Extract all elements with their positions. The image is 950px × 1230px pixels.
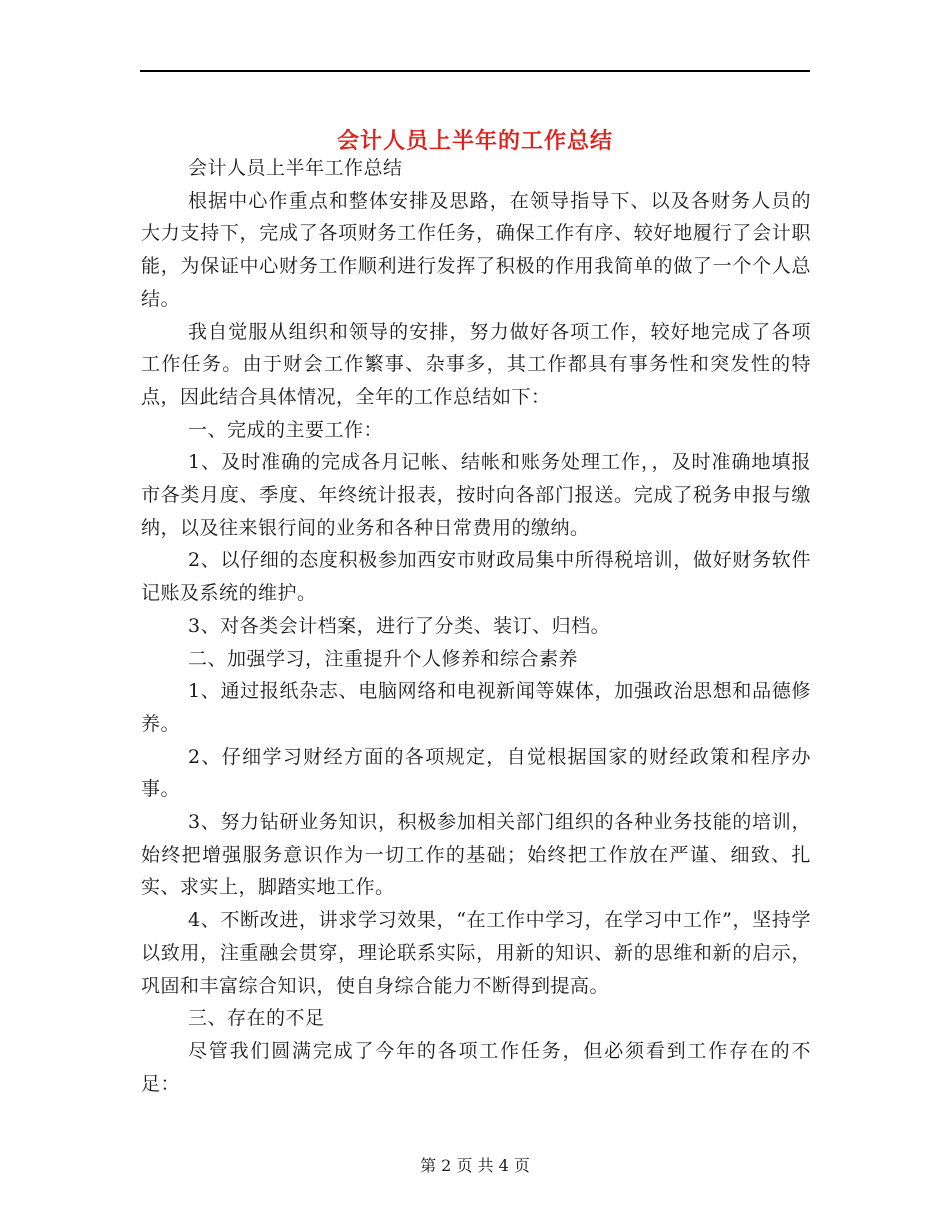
paragraph-subtitle: 会计人员上半年工作总结 [188, 157, 403, 179]
header-rule [140, 70, 810, 72]
paragraph-item: 4、不断改进，讲求学习效果，“在工作中学习，在学习中工作”，坚持学以致用，注重融会贯穿，理论联系实际，用新的知识、新的思维和新的启示，巩固和丰富综合知识，使自身综合能力不断得到提高。 [141, 909, 811, 997]
paragraph-item: 2、仔细学习财经方面的各项规定，自觉根据国家的财经政策和程序办事。 [141, 745, 811, 801]
document-body [141, 152, 811, 1100]
paragraph-intro: 根据中心作重点和整体安排及思路，在领导指导下、以及各财务人员的大力支持下，完成了各项财务工作任务，确保工作有序、较好地履行了会计职能，为保证中心财务工作顺利进行发挥了积极的作用我简单的做了一个个人总结。 [141, 189, 811, 310]
section-heading-main-work: 一、完成的主要工作： [188, 418, 384, 441]
paragraph-item: 3、对各类会计档案，进行了分类、装订、归档。 [188, 614, 611, 637]
paragraph-item: 3、努力钻研业务知识，积极参加相关部门组织的各种业务技能的培训，始终把增强服务意识作为一切工作的基础；始终把工作放在严谨、细致、扎实、求实上，脚踏实地工作。 [141, 811, 811, 899]
paragraph-overview: 我自觉服从组织和领导的安排，努力做好各项工作，较好地完成了各项工作任务。由于财会工作繁事、杂事多，其工作都具有事务性和突发性的特点，因此结合具体情况，全年的工作总结如下： [141, 320, 811, 408]
section-heading-shortcomings: 三、存在的不足 [188, 1007, 325, 1030]
page-number-footer: 第 2 页 共 4 页 [420, 1156, 530, 1175]
paragraph-item: 1、通过报纸杂志、电脑网络和电视新闻等媒体，加强政治思想和品德修养。 [141, 680, 811, 735]
paragraph-item: 1、及时准确的完成各月记帐、结帐和账务处理工作，，及时准确地填报市各类月度、季度、年终统计报表，按时向各部门报送。完成了税务申报与缴纳，以及往来银行间的业务和各种日常费用的缴纳。 [141, 451, 811, 539]
document-title: 会计人员上半年的工作总结 [336, 127, 613, 154]
section-heading-study: 二、加强学习，注重提升个人修养和综合素养 [188, 647, 579, 670]
paragraph-shortcomings: 尽管我们圆满完成了今年的各项工作任务，但必须看到工作存在的不足： [141, 1039, 811, 1095]
paragraph-item: 2、以仔细的态度积极参加西安市财政局集中所得税培训，做好财务软件记账及系统的维护。 [141, 549, 811, 605]
